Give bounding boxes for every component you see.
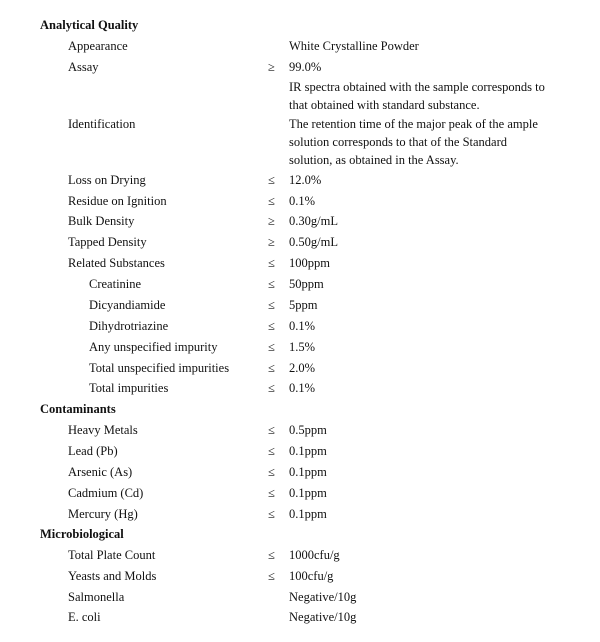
spec-name: Identification <box>68 117 136 131</box>
spec-name: Residue on Ignition <box>68 194 167 208</box>
spec-name: Bulk Density <box>68 214 135 228</box>
spec-operator: ≤ <box>268 256 275 270</box>
spec-name: Creatinine <box>89 277 142 291</box>
spec-operator: ≤ <box>268 507 275 521</box>
spec-operator: ≤ <box>268 465 275 479</box>
spec-value: 5ppm <box>289 298 318 312</box>
spec-operator: ≤ <box>268 298 275 312</box>
spec-operator: ≤ <box>268 319 275 333</box>
spec-value: 0.1% <box>289 381 316 395</box>
spec-value: 0.1ppm <box>289 507 327 521</box>
spec-operator: ≤ <box>268 486 275 500</box>
spec-value: 0.1ppm <box>289 444 327 458</box>
spec-value: 0.30g/mL <box>289 214 338 228</box>
section-title-analytical-quality: Analytical Quality <box>40 18 139 32</box>
spec-operator: ≤ <box>268 381 275 395</box>
spec-name: Dicyandiamide <box>89 298 166 312</box>
spec-name: Loss on Drying <box>68 173 146 187</box>
spec-operator: ≥ <box>268 235 275 249</box>
spec-name: Salmonella <box>68 590 125 604</box>
spec-operator: ≤ <box>268 277 275 291</box>
spec-value: Negative/10g <box>289 590 357 604</box>
spec-name: E. coli <box>68 610 101 624</box>
section-title-contaminants: Contaminants <box>40 402 116 416</box>
spec-name: Dihydrotriazine <box>89 319 169 333</box>
spec-value: 100cfu/g <box>289 569 334 583</box>
spec-value-line: solution corresponds to that of the Standard <box>289 135 508 149</box>
spec-operator: ≤ <box>268 194 275 208</box>
spec-value: 1.5% <box>289 340 316 354</box>
spec-name: Yeasts and Molds <box>68 569 157 583</box>
spec-operator: ≥ <box>268 214 275 228</box>
spec-operator: ≤ <box>268 548 275 562</box>
spec-name: Any unspecified impurity <box>89 340 218 354</box>
spec-value: 0.1ppm <box>289 486 327 500</box>
spec-name: Mercury (Hg) <box>68 507 138 521</box>
spec-value: 100ppm <box>289 256 330 270</box>
spec-value: 0.1ppm <box>289 465 327 479</box>
spec-name: Total Plate Count <box>68 548 156 562</box>
spec-name: Lead (Pb) <box>68 444 118 458</box>
spec-name: Total unspecified impurities <box>89 361 230 375</box>
spec-name: Related Substances <box>68 256 165 270</box>
spec-name: Assay <box>68 60 99 74</box>
spec-name: Appearance <box>68 39 128 53</box>
spec-operator: ≤ <box>268 423 275 437</box>
spec-name: Arsenic (As) <box>68 465 133 479</box>
spec-value: 0.1% <box>289 194 316 208</box>
spec-value: 2.0% <box>289 361 316 375</box>
spec-value: Negative/10g <box>289 610 357 624</box>
spec-value: 1000cfu/g <box>289 548 340 562</box>
spec-name: Total impurities <box>89 381 169 395</box>
spec-value-line: solution, as obtained in the Assay. <box>289 153 459 167</box>
spec-value: 50ppm <box>289 277 324 291</box>
spec-operator: ≤ <box>268 569 275 583</box>
spec-value: 0.1% <box>289 319 316 333</box>
spec-operator: ≤ <box>268 361 275 375</box>
spec-value: 0.50g/mL <box>289 235 338 249</box>
spec-name: Cadmium (Cd) <box>68 486 144 500</box>
spec-value: 12.0% <box>289 173 322 187</box>
spec-operator: ≤ <box>268 340 275 354</box>
spec-value-line: that obtained with standard substance. <box>289 98 480 112</box>
spec-operator: ≤ <box>268 444 275 458</box>
spec-operator: ≥ <box>268 60 275 74</box>
spec-value: 99.0% <box>289 60 322 74</box>
section-title-microbiological: Microbiological <box>40 527 124 541</box>
spec-operator: ≤ <box>268 173 275 187</box>
spec-name: Tapped Density <box>68 235 147 249</box>
spec-value-line: IR spectra obtained with the sample corresponds to <box>289 80 545 94</box>
spec-name: Heavy Metals <box>68 423 138 437</box>
spec-value: 0.5ppm <box>289 423 327 437</box>
spec-value-line: The retention time of the major peak of the ample <box>289 117 538 131</box>
spec-value: White Crystalline Powder <box>289 39 419 53</box>
